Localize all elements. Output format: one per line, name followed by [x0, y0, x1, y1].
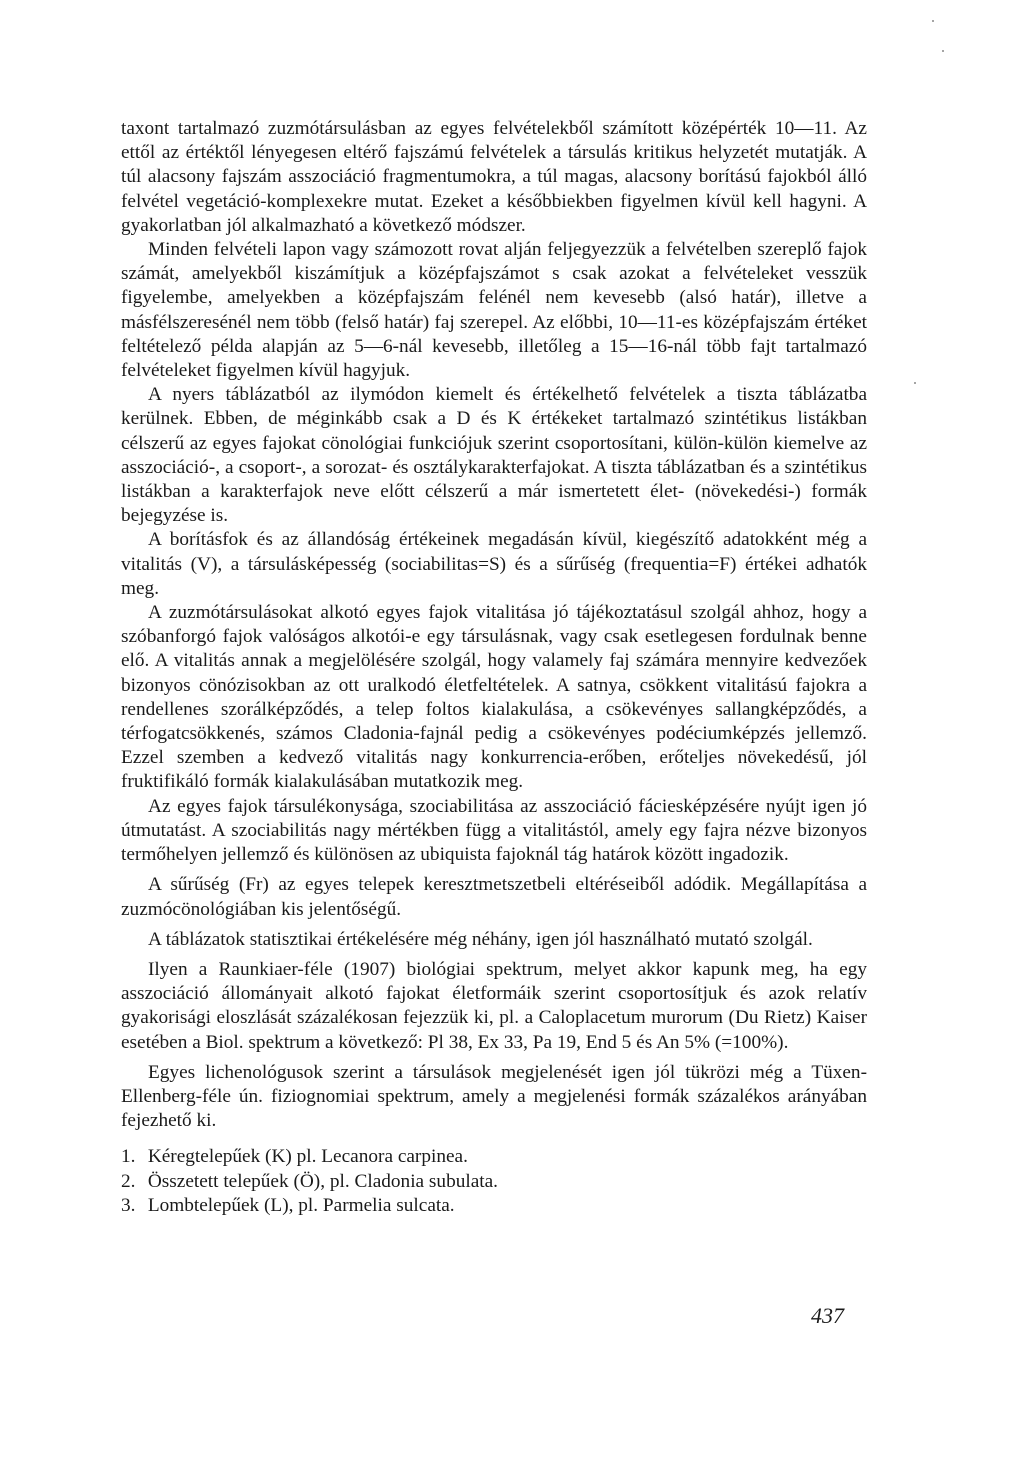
paragraph-8: A táblázatok statisztikai értékelésére még néhány, igen jól használható mutató szolgál.: [148, 928, 813, 950]
paragraph-2: Minden felvételi lapon vagy számozott rovat alján feljegyezzük a felvételben szereplő fajok számát, amelyekből kiszámítjuk a középfajszámot s csak azokat a felvételeket vesszük figyelembe, amelyekben a középfajszám felénél nem kevesebb (alsó határ), illetve a másfélszeresénél nem több (felső határ) faj szerepel. Az előbbi, 10—11-es középfajszám értéket feltételező példa alapján az 5—6-nál kevesebb, illetőleg a 15—16-nál több fajt tartalmazó felvételeket figyelmen kívül hagyjuk.: [121, 239, 867, 382]
list-item-text: Kéregtelepűek (K) pl. Lecanora carpinea.: [147, 1146, 468, 1168]
page-number: 437: [811, 1303, 844, 1328]
list-item: [121, 1170, 867, 1194]
list-item-number: 1.: [121, 1146, 136, 1168]
paragraph-9: Ilyen a Raunkiaer-féle (1907) biológiai spektrum, melyet akkor kapunk meg, ha egy asszociáció állományait alkotó fajokat életformáik szerint csoportosítjuk és azok relatív gyakorisági eloszlását százalékosan fejezzük ki, pl. a Caloplacetum murorum (Du Rietz) Kaiser esetében a Biol. spektrum a következő: Pl 38, Ex 33, Pa 19, End 5 és An 5% (=100%).: [121, 958, 867, 1053]
body-text: [121, 117, 867, 1218]
paragraph-4: A borításfok és az állandóság értékeinek megadásán kívül, kiegészítő adatokként még a vitalitás (V), a társulásképesség (sociabilitas=S) és a sűrűség (frequentia=F) értékei adhatók meg.: [121, 529, 867, 599]
list-item: [121, 1145, 867, 1169]
paragraph-1: taxont tartalmazó zuzmótársulásban az egyes felvételekből számított középérték 10—11. Az ettől az értéktől lényegesen eltérő fajszámú felvételek a társulás kritikus helyzetét mutatják. A túl alacsony fajszám asszociáció fragmentumokra, a túl magas, alacsony borítású fajokból álló felvétel vegetáció-komplexekre mutat. Ezeket a későbbiekben figyelmen kívül kell hagyni. A gyakorlatban jól alkalmazható a következő módszer.: [121, 118, 867, 236]
list-item-text: Lombtelepűek (L), pl. Parmelia sulcata.: [147, 1194, 455, 1216]
paragraph-3: A nyers táblázatból az ilymódon kiemelt és értékelhető felvételek a tiszta táblázatba kerülnek. Ebben, de méginkább csak a D és K értékeket tartalmazó szintétikus listákban célszerű az egyes fajokat cönológiai funkciójuk szerint csoportosítani, külön-külön kiemelve az asszociáció-, a csoport-, a sorozat- és osztálykarakterfajokat. A tiszta táblázatban és a szintétikus listákban a karakterfajok neve előtt célszerű a már ismertetett élet- (növekedési-) formák bejegyzése is.: [121, 384, 867, 527]
list-item-text: Összetett telepűek (Ö), pl. Cladonia subulata.: [147, 1170, 499, 1192]
scan-speck: [914, 382, 916, 384]
paragraph-6: Az egyes fajok társulékonysága, szociabilitása az asszociáció fáciesképzésére nyújt igen jó útmutatást. A szociabilitás nagy mértékben függ a vitalitástól, amely egy fajra nézve bizonyos termőhelyen jellemző és különösen az ubiquista fajoknál tág határok között ingadozik.: [121, 795, 867, 866]
scan-speck: [942, 50, 944, 52]
list-item-number: 3.: [121, 1194, 136, 1216]
paragraph-10: Egyes lichenológusok szerint a társulások megjelenését igen jól tükrözi még a Tüxen-Ellenberg-féle ún. fiziognomiai spektrum, amely a megjelenési formák százalékos arányában fejezhető ki.: [121, 1061, 867, 1132]
list-item-number: 2.: [121, 1170, 136, 1192]
paragraph-5: A zuzmótársulásokat alkotó egyes fajok vitalitása jó tájékoztatásul szolgál ahhoz, hogy a szóbanforgó fajok valóságos alkotói-e egy társulásnak, vagy csak esetlegesen fordulnak benne elő. A vitalitás annak a megjelölésére szolgál, hogy valamely faj számára mennyire kedvezőek bizonyos cönózisokban az ott uralkodó életfeltételek. A satnya, csökkent vitalitású fajokra a rendellenes szorálképződés, a telep foltos kialakulása, a csökevényes sallangképződés, a térfogatcsökkenés, számos Cladonia-fajnál pedig a csökevényes podéciumképzés jellemző. Ezzel szemben a kedvező vitalitás nagy konkurrencia-erőben, erőteljes növekedésű, jól fruktifikáló formák kialakulásában mutatkozik meg.: [121, 602, 867, 793]
list-item: [121, 1194, 867, 1218]
life-form-list: [121, 1145, 867, 1218]
scan-speck: [932, 20, 934, 22]
paragraph-7: A sűrűség (Fr) az egyes telepek keresztmetszetbeli eltéréseiből adódik. Megállapítása a zuzmócönológiában kis jelentőségű.: [121, 874, 867, 920]
